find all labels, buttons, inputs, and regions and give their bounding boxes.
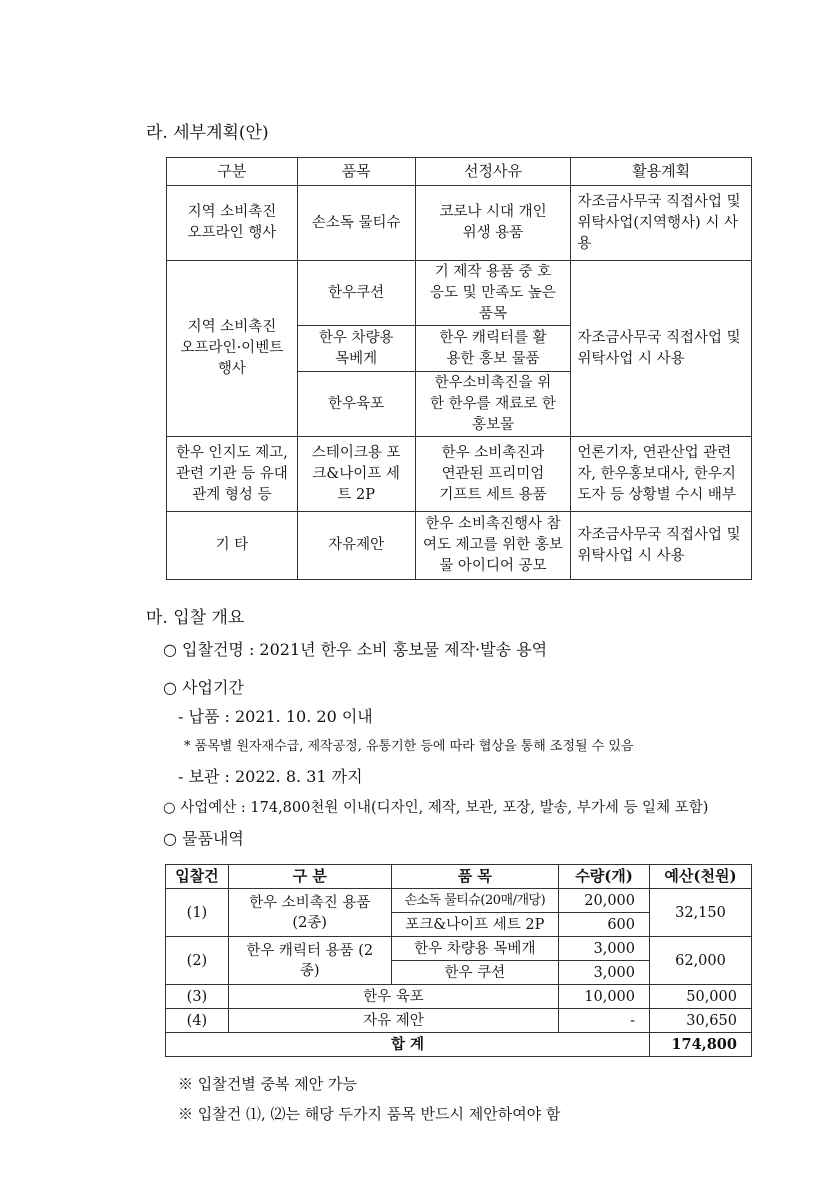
- row2-reason-a: 기 제작 용품 중 호응도 및 만족도 높은 품목: [415, 261, 571, 326]
- header-category: 구분: [167, 158, 298, 186]
- detail-plan-table: [166, 157, 752, 580]
- budget-line: ○ 사업예산 : 174,800천원 이내(디자인, 제작, 보관, 포장, 발송, 부가세 등 일체 포함): [163, 800, 709, 816]
- table-row: [166, 937, 752, 961]
- header-bid-no: 입찰건: [166, 865, 229, 889]
- g1-qty-b: 600: [559, 913, 650, 937]
- delivery-note: * 품목별 원자재수급, 제작공정, 유통기한 등에 따라 협상을 통해 조정될 수 있음: [184, 739, 634, 754]
- row3-plan: 언론기자, 연관산업 관련자, 한우홍보대사, 한우지도자 등 상황별 수시 배부: [571, 437, 752, 512]
- g4-no: (4): [166, 1009, 229, 1033]
- table-header-row: [167, 158, 752, 186]
- total-budget: 174,800: [650, 1033, 752, 1057]
- g1-item-a: 손소독 물티슈(20매/개당): [391, 889, 559, 913]
- row1-category: 지역 소비촉진 오프라인 행사: [167, 186, 298, 261]
- table-row: [166, 1009, 752, 1033]
- row3-category: 한우 인지도 제고, 관련 기관 등 유대관계 형성 등: [167, 437, 298, 512]
- row4-item: 자유제안: [297, 512, 415, 580]
- g3-no: (3): [166, 985, 229, 1009]
- g2-category: 한우 캐릭터 용품 (2종): [228, 937, 391, 985]
- g3-qty: 10,000: [559, 985, 650, 1009]
- g4-item: 자유 제안: [228, 1009, 558, 1033]
- g2-no: (2): [166, 937, 229, 985]
- section-ma-title: 마. 입찰 개요: [146, 608, 245, 628]
- g4-budget: 30,650: [650, 1009, 752, 1033]
- g1-item-b: 포크&나이프 세트 2P: [391, 913, 559, 937]
- row2-item-c: 한우육포: [297, 372, 415, 437]
- g1-budget: 32,150: [650, 889, 752, 937]
- row2-plan: 자조금사무국 직접사업 및 위탁사업 시 사용: [571, 261, 752, 437]
- table-total-row: [166, 1033, 752, 1057]
- row2-reason-b: 한우 캐릭터를 활용한 홍보 물품: [415, 326, 571, 372]
- bid-items-table: [165, 864, 752, 1057]
- g2-item-a: 한우 차량용 목베개: [391, 937, 559, 961]
- table-row: [167, 437, 752, 512]
- g2-budget: 62,000: [650, 937, 752, 985]
- row2-category: 지역 소비촉진 오프라인·이벤트 행사: [167, 261, 298, 437]
- storage-date: - 보관 : 2022. 8. 31 까지: [178, 767, 363, 786]
- period-title: ○ 사업기간: [163, 678, 244, 697]
- g1-qty-a: 20,000: [559, 889, 650, 913]
- header-budget: 예산(천원): [650, 865, 752, 889]
- header-item: 품 목: [391, 865, 559, 889]
- g1-category: 한우 소비촉진 용품 (2종): [228, 889, 391, 937]
- row2-item-b: 한우 차량용 목베게: [297, 326, 415, 372]
- g2-qty-b: 3,000: [559, 961, 650, 985]
- table-row: [167, 261, 752, 326]
- footnote-duplicate: ※ 입찰건별 중복 제안 가능: [178, 1075, 357, 1093]
- row2-reason-c: 한우소비촉진을 위한 한우를 재료로 한 홍보물: [415, 372, 571, 437]
- table-row: [166, 889, 752, 913]
- row1-reason: 코로나 시대 개인위생 용품: [415, 186, 571, 261]
- row1-item: 손소독 물티슈: [297, 186, 415, 261]
- header-plan: 활용계획: [571, 158, 752, 186]
- items-title: ○ 물품내역: [163, 829, 244, 848]
- row3-reason: 한우 소비촉진과 연관된 프리미엄 기프트 세트 용품: [415, 437, 571, 512]
- header-qty: 수량(개): [559, 865, 650, 889]
- g3-item: 한우 육포: [228, 985, 558, 1009]
- g1-no: (1): [166, 889, 229, 937]
- header-item: 품목: [297, 158, 415, 186]
- g2-qty-a: 3,000: [559, 937, 650, 961]
- table-row: [167, 186, 752, 261]
- delivery-date: - 납품 : 2021. 10. 20 이내: [178, 707, 373, 726]
- row1-plan: 자조금사무국 직접사업 및 위탁사업(지역행사) 시 사용: [571, 186, 752, 261]
- row3-item: 스테이크용 포크&나이프 세트 2P: [297, 437, 415, 512]
- row4-reason: 한우 소비촉진행사 참여도 제고를 위한 홍보물 아이디어 공모: [415, 512, 571, 580]
- g4-qty: -: [559, 1009, 650, 1033]
- table-header-row: [166, 865, 752, 889]
- section-ra-title: 라. 세부계획(안): [146, 123, 269, 143]
- bid-name: ○ 입찰건명 : 2021년 한우 소비 홍보물 제작·발송 용역: [163, 640, 548, 659]
- header-category: 구 분: [228, 865, 391, 889]
- g2-item-b: 한우 쿠션: [391, 961, 559, 985]
- row4-plan: 자조금사무국 직접사업 및 위탁사업 시 사용: [571, 512, 752, 580]
- total-label: 합 계: [166, 1033, 650, 1057]
- g3-budget: 50,000: [650, 985, 752, 1009]
- row4-category: 기 타: [167, 512, 298, 580]
- header-reason: 선정사유: [415, 158, 571, 186]
- footnote-required: ※ 입찰건 ⑴, ⑵는 해당 두가지 품목 반드시 제안하여야 함: [178, 1105, 561, 1123]
- row2-item-a: 한우쿠션: [297, 261, 415, 326]
- table-row: [167, 512, 752, 580]
- table-row: [166, 985, 752, 1009]
